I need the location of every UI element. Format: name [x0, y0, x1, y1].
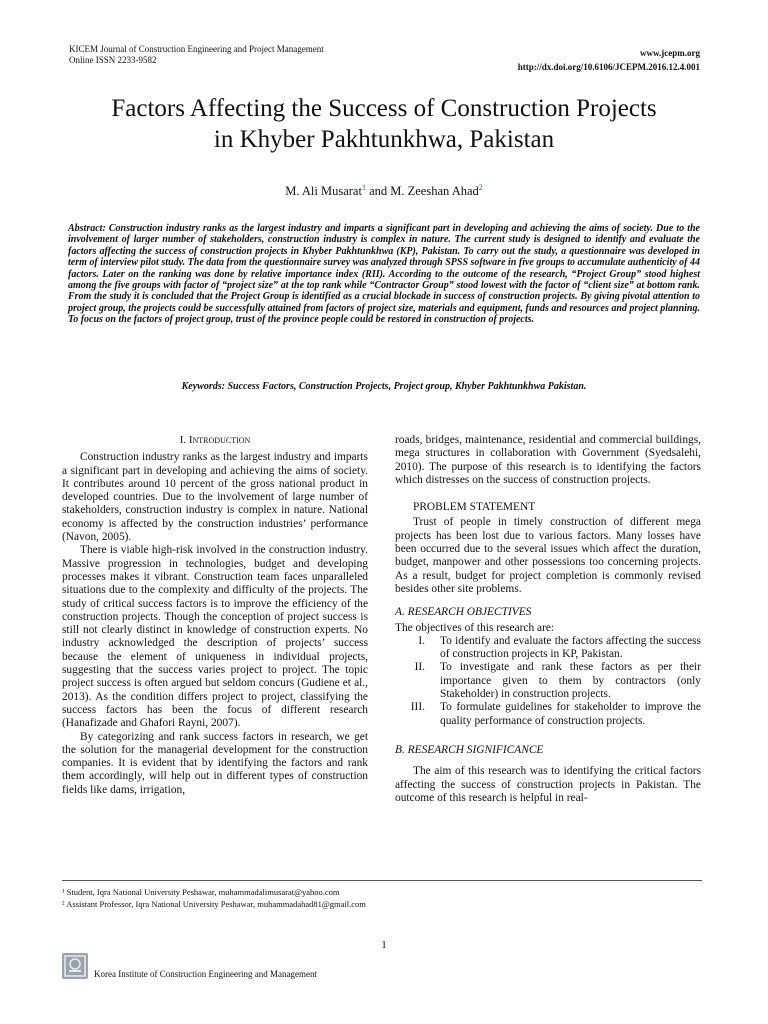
journal-name: KICEM Journal of Construction Engineering and Project Management — [69, 44, 324, 54]
author-list — [0, 183, 768, 199]
author-2-footnote-ref[interactable]: 2 — [478, 183, 483, 192]
list-text: To formulate guidelines for stakeholder to improve the quality performance of construction projects. — [440, 701, 701, 727]
left-column — [62, 434, 368, 797]
title-line-2: in Khyber Pakhtunkhwa, Pakistan — [213, 126, 555, 153]
journal-issn: Online ISSN 2233-9582 — [69, 55, 157, 65]
paper-title — [40, 93, 728, 155]
list-number: III. — [410, 701, 425, 714]
objectives-list — [395, 635, 701, 728]
author-2: M. Zeeshan Ahad — [390, 184, 479, 199]
footnote-2: ² Assistant Professor, Iqra National University Peshawar, muhammadahad81@gmail.com — [62, 899, 366, 909]
footnotes — [62, 886, 366, 910]
footnote-1: ¹ Student, Iqra National University Peshawar, muhammadalimusarat@yahoo.com — [62, 887, 340, 897]
kicem-logo-icon — [62, 953, 88, 979]
intro-paragraph-1: Construction industry ranks as the largest industry and imparts a significant part in developing and achieving the aims of society. It contributes around 10 percent of the gross national product in developed countries. Due to the involvement of large number of stakeholders, construction industry is complex in nature. National economy is affected by the construction industries’ performance (Navon, 2005). — [62, 451, 368, 544]
research-objectives-heading: A. RESEARCH OBJECTIVES — [395, 606, 532, 619]
problem-statement-text: Trust of people in timely construction of different mega projects has been lost due to various factors. Many losses have been occurred due to the several issues which affect the duration, budget, manpower and other possessions too concerning projects. As a result, budget for project completion is commonly revised besides other site problems. — [395, 516, 701, 595]
intro-continuation: roads, bridges, maintenance, residential and commercial buildings, mega structures in collaboration with Government (Syedsalehi, 2010). The purpose of this research is to identifying the factors which distresses on the success of construction projects. — [395, 434, 701, 486]
section-title: Introduction — [188, 434, 251, 446]
website-link[interactable]: www.jcepm.org — [640, 48, 700, 58]
research-significance-heading: B. RESEARCH SIGNIFICANCE — [395, 743, 544, 756]
list-number: II. — [414, 661, 425, 674]
intro-paragraph-2: There is viable high-risk involved in the construction industry. Massive progression in technologies, budget and developing processes makes it vibrant. Construction team faces unparalleled situations due to the complexity and difficulty of the projects. The study of critical success factors is to improve the efficiency of the construction projects. Though the conception of project success is still not clearly distinct in knowledge of construction experts. No industry acknowledged the description of projects’ success because the element of uniqueness in individual projects, suggesting that the success varies project to project. The topic project success is often argued but seldom concurs (Gudiene et al., 2013). As the condition differs project to project, classifying the success factors has been the focus of different research (Hanafizade and Ghafori Rayni, 2007). — [62, 544, 368, 730]
list-item — [395, 701, 701, 728]
page-number: 1 — [381, 939, 387, 951]
right-column — [395, 434, 701, 805]
doi-link[interactable]: http://dx.doi.org/10.6106/JCEPM.2016.12.4.001 — [517, 62, 700, 72]
list-text: To investigate and rank these factors as per their importance given to them by contractors (only Stakeholder) in construction projects. — [440, 661, 701, 701]
abstract: Abstract: Construction industry ranks as the largest industry and imparts a significant part in developing and achieving the aims of society. Due to the involvement of larger number of stakeholders, construction industry is complex in nature. The current study is designed to identify and evaluate the factors affecting the success of construction projects in Khyber Pakhtunkhwa (KP), Pakistan. To carry out the study, a questionnaire was developed in term of interview pilot study. The data from the questionnaire survey was analyzed through SPSS software in five groups to accumulate authenticity of 44 factors. Later on the ranking was done by relative importance index (RII). According to the outcome of the research, “Project Group” stood highest among the five groups with factor of “project size” at the top rank while “Contractor Group” stood lowest with the factor of “client size” at bottom rank. From the study it is concluded that the Project Group is identified as a crucial blockade in success of construction projects. By giving pivotal attention to project group, the projects could be successfully attained from factors of project size, materials and equipment, funds and resources and project planning. To focus on the factors of project group, trust of the province people could be restored in construction of projects. — [68, 223, 700, 326]
author-1-footnote-ref[interactable]: 1 — [361, 183, 366, 192]
intro-paragraph-3: By categorizing and rank success factors in research, we get the solution for the managerial development for the construction companies. It is evident that by identifying the factors and rank them accordingly, will help out in different types of construction fields like dams, irrigation, — [62, 730, 368, 796]
journal-header — [69, 44, 324, 66]
author-1: M. Ali Musarat — [285, 184, 362, 199]
footnote-divider — [62, 880, 702, 881]
list-text: To identify and evaluate the factors affecting the success of construction projects in KP, Pakistan. — [440, 634, 701, 661]
keywords: Keywords: Success Factors, Construction Projects, Project group, Khyber Pakhtunkhwa Pakistan. — [181, 381, 587, 392]
publisher-name: Korea Institute of Construction Engineering and Management — [94, 969, 317, 979]
journal-links — [518, 46, 700, 74]
section-number: I. — [179, 434, 189, 446]
problem-statement-heading: PROBLEM STATEMENT — [413, 501, 536, 514]
author-conjunction: and — [365, 184, 391, 199]
objectives-intro: The objectives of this research are: — [395, 621, 555, 634]
introduction-heading — [62, 434, 368, 447]
title-line-1: Factors Affecting the Success of Construction Projects — [111, 95, 657, 122]
list-item — [395, 635, 701, 662]
list-item — [395, 661, 701, 701]
research-significance-text: The aim of this research was to identifying the critical factors affecting the success of construction projects in Pakistan. The outcome of this research is helpful in real- — [395, 765, 701, 804]
list-number: I. — [418, 634, 425, 647]
